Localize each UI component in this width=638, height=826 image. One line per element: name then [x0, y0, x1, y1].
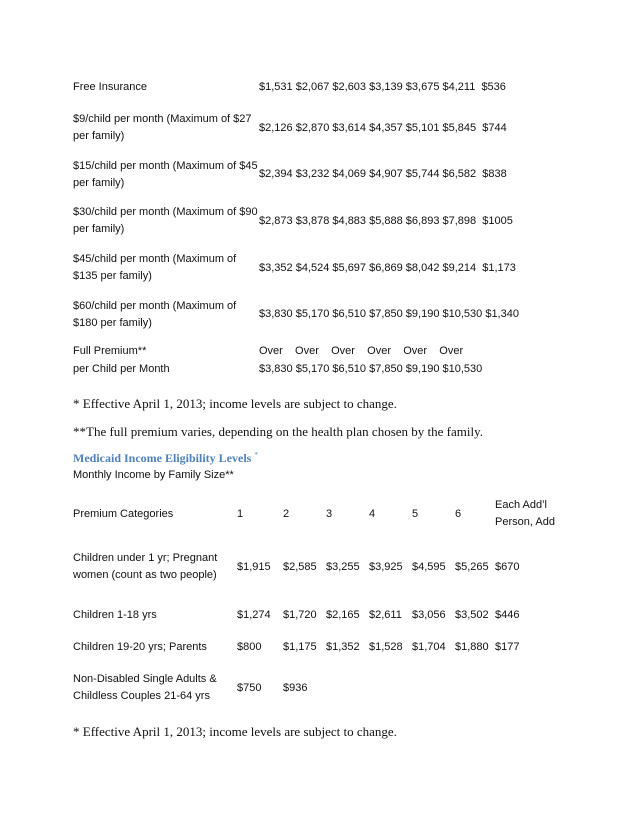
medicaid-row [73, 534, 555, 600]
medicaid-value: $1,915 [237, 560, 271, 573]
medicaid-value: $4,595 [412, 560, 446, 573]
medicaid-row-label: Children under 1 yr; Pregnant women (count as two people) [73, 552, 218, 581]
medicaid-heading [73, 451, 258, 466]
medicaid-value: $2,611 [369, 609, 402, 621]
each-additional-line1: Each Add’l [495, 499, 547, 511]
medicaid-row [73, 600, 555, 631]
medicaid-header-row [73, 494, 555, 534]
medicaid-value: $5,265 [455, 560, 489, 573]
each-additional-header [495, 494, 555, 534]
each-additional-line2: Person, Add [495, 516, 555, 528]
medicaid-value: $670 [495, 560, 520, 573]
medicaid-value: $1,352 [326, 641, 360, 653]
medicaid-value: $800 [237, 641, 262, 653]
medicaid-value: $3,255 [326, 560, 360, 573]
medicaid-heading-star: * [254, 451, 258, 459]
medicaid-value [495, 664, 555, 712]
medicaid-row [73, 664, 555, 712]
medicaid-value: $3,056 [412, 609, 446, 621]
chip-row [73, 152, 519, 197]
chip-row [73, 70, 519, 104]
medicaid-value [326, 664, 369, 712]
full-premium-label-line1: Full Premium** [73, 345, 147, 357]
medicaid-value: $1,175 [283, 641, 317, 653]
medicaid-value: $3,925 [369, 560, 403, 573]
medicaid-subheading: Monthly Income by Family Size** [73, 469, 234, 481]
medicaid-value: $3,502 [455, 609, 489, 621]
medicaid-value: $2,585 [283, 560, 317, 573]
premium-categories-header: Premium Categories [73, 507, 174, 520]
chip-row [73, 104, 519, 152]
chip-row-values: $3,352 $4,524 $5,697 $6,869 $8,042 $9,214 $1,173 [259, 261, 516, 274]
family-size-header: 5 [412, 507, 419, 520]
full-premium-values-line2: $3,830 $5,170 $6,510 $7,850 $9,190 $10,530 [259, 363, 483, 375]
chip-row-label: $60/child per month (Maximum of $180 per family) [73, 299, 237, 329]
chip-row-values: $3,830 $5,170 $6,510 $7,850 $9,190 $10,530 $1,340 [259, 308, 519, 320]
chip-row-label: $30/child per month (Maximum of $90 per family) [73, 206, 258, 235]
chip-row-values: $2,126 $2,870 $3,614 $4,357 $5,101 $5,845 $744 [259, 121, 507, 134]
full-premium-label [73, 338, 259, 382]
family-size-header: 3 [326, 507, 333, 520]
chip-row [73, 245, 519, 291]
chip-row-values: $2,873 $3,878 $4,883 $5,888 $6,893 $7,898 $1005 [259, 214, 513, 227]
full-premium-values [259, 338, 519, 382]
medicaid-row-label: Children 19-20 yrs; Parents [73, 641, 207, 653]
family-size-header: 2 [283, 507, 290, 520]
medicaid-row-label: Children 1-18 yrs [73, 609, 157, 621]
full-premium-label-line2: per Child per Month [73, 363, 170, 375]
medicaid-value: $177 [495, 641, 520, 653]
medicaid-value: $750 [237, 681, 262, 694]
full-premium-note: **The full premium varies, depending on the health plan chosen by the family. [73, 424, 483, 439]
chip-row-label: $9/child per month (Maximum of $27 per family) [73, 113, 252, 142]
medicaid-value: $1,720 [283, 609, 317, 621]
chip-row [73, 291, 519, 338]
chip-row [73, 197, 519, 245]
medicaid-value: $2,165 [326, 609, 360, 621]
chip-row-label: $15/child per month (Maximum of $45 per family) [73, 159, 258, 189]
medicaid-value [412, 664, 455, 712]
family-size-header: 1 [237, 507, 244, 520]
medicaid-effective-date-note: * Effective April 1, 2013; income levels are subject to change. [73, 724, 397, 739]
medicaid-value: $1,274 [237, 609, 271, 621]
chip-row-values: $1,531 $2,067 $2,603 $3,139 $3,675 $4,211 $536 [259, 80, 506, 93]
family-size-header: 6 [455, 507, 462, 520]
medicaid-value: $1,880 [455, 641, 489, 653]
medicaid-value [455, 664, 495, 712]
effective-date-note: * Effective April 1, 2013; income levels are subject to change. [73, 396, 397, 411]
medicaid-value: $1,704 [412, 641, 446, 653]
medicaid-row [73, 631, 555, 664]
medicaid-heading-text: Medicaid Income Eligibility Levels [73, 451, 252, 465]
medicaid-row-label: Non-Disabled Single Adults & Childless Couples 21-64 yrs [73, 673, 217, 702]
chip-full-premium-row [73, 338, 519, 382]
chip-row-values: $2,394 $3,232 $4,069 $4,907 $5,744 $6,582 $838 [259, 168, 507, 180]
medicaid-value: $1,528 [369, 641, 403, 653]
medicaid-value: $446 [495, 609, 520, 621]
full-premium-values-line1: Over Over Over Over Over Over [259, 345, 464, 357]
chip-income-table [73, 70, 519, 382]
family-size-header: 4 [369, 507, 376, 520]
medicaid-income-table [73, 494, 555, 712]
chip-row-label: $45/child per month (Maximum of $135 per family) [73, 253, 237, 282]
medicaid-value [369, 664, 412, 712]
chip-row-label: Free Insurance [73, 80, 147, 93]
medicaid-value: $936 [283, 681, 308, 694]
